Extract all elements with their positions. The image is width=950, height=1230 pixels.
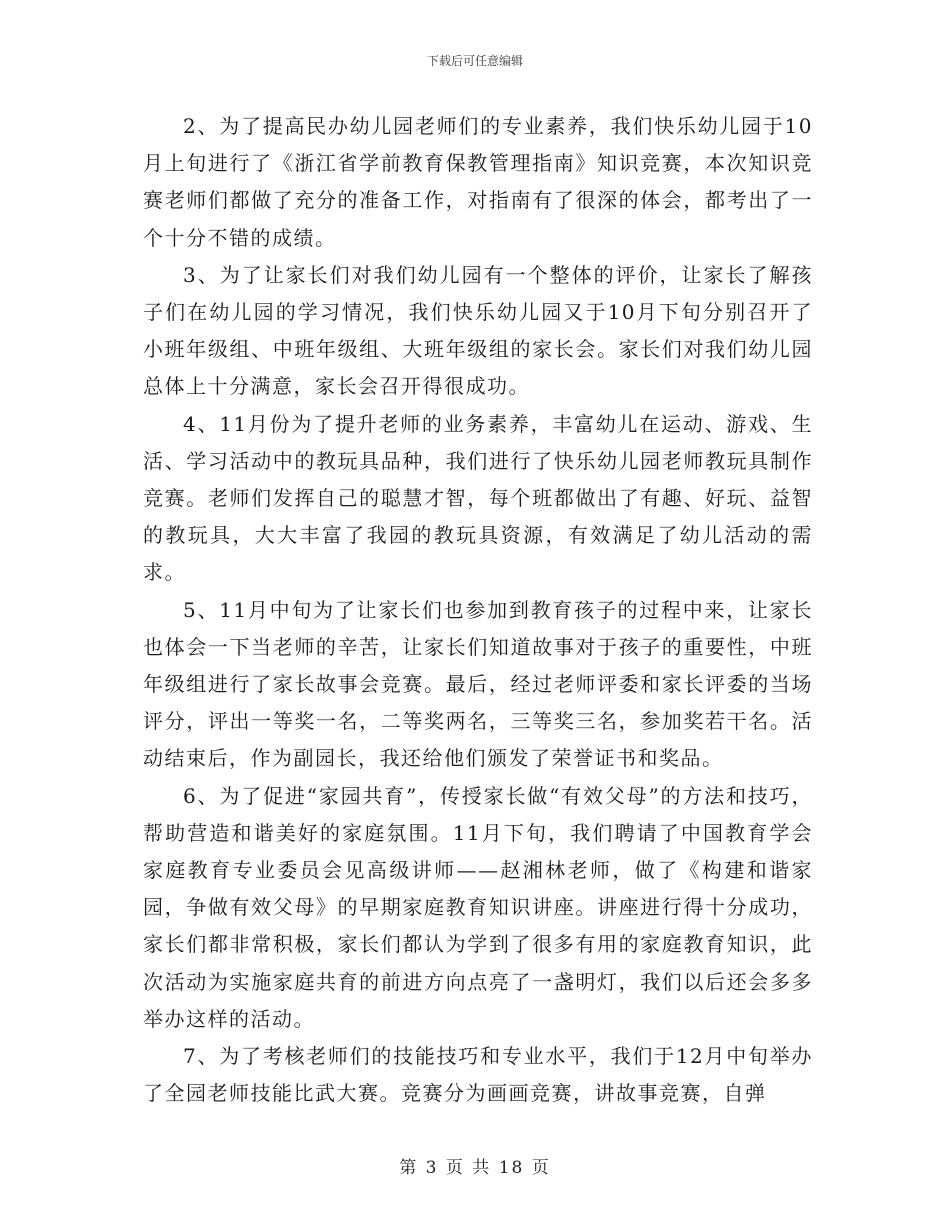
paragraph-item-4: 4、11月份为了提升老师的业务素养，丰富幼儿在运动、游戏、生活、学习活动中的教玩具品种，我们进行了快乐幼儿园老师教玩具制作竞赛。老师们发挥自己的聪慧才智，每个班都做出了有趣、好玩、益智的教玩具，大大丰富了我园的教玩具资源，有效满足了幼儿活动的需求。 xyxy=(143,411,813,585)
paragraph-item-5: 5、11月中旬为了让家长们也参加到教育孩子的过程中来，让家长也体会一下当老师的辛苦，让家长们知道故事对于孩子的重要性，中班年级组进行了家长故事会竞赛。最后，经过老师评委和家长评委的当场评分，评出一等奖一名，二等奖两名，三等奖三名，参加奖若干名。活动结束后，作为副园长，我还给他们颁发了荣誉证书和奖品。 xyxy=(143,597,813,771)
paragraph-item-2: 2、为了提高民办幼儿园老师们的专业素养，我们快乐幼儿园于10月上旬进行了《浙江省学前教育保教管理指南》知识竞赛，本次知识竞赛老师们都做了充分的准备工作，对指南有了很深的体会，都考出了一个十分不错的成绩。 xyxy=(143,114,813,250)
page-header: 下载后可任意编辑 xyxy=(426,54,523,68)
document-body xyxy=(143,108,813,1112)
paragraph-item-6: 6、为了促进“家园共育”，传授家长做“有效父母”的方法和技巧，帮助营造和谐美好的家庭氛围。11月下旬，我们聘请了中国教育学会家庭教育专业委员会见高级讲师——赵湘林老师，做了《构建和谐家园，争做有效父母》的早期家庭教育知识讲座。讲座进行得十分成功，家长们都非常积极，家长们都认为学到了很多有用的家庭教育知识，此次活动为实施家庭共育的前进方向点亮了一盏明灯，我们以后还会多多举办这样的活动。 xyxy=(143,783,813,1031)
paragraph-item-7: 7、为了考核老师们的技能技巧和专业水平，我们于12月中旬举办了全园老师技能比武大赛。竞赛分为画画竞赛，讲故事竞赛，自弹 xyxy=(143,1044,813,1106)
paragraph-item-3: 3、为了让家长们对我们幼儿园有一个整体的评价，让家长了解孩子们在幼儿园的学习情况，我们快乐幼儿园又于10月下旬分别召开了小班年级组、中班年级组、大班年级组的家长会。家长们对我们幼儿园总体上十分满意，家长会召开得很成功。 xyxy=(143,262,813,399)
page-number-footer: 第 3 页 共 18 页 xyxy=(399,1158,551,1178)
